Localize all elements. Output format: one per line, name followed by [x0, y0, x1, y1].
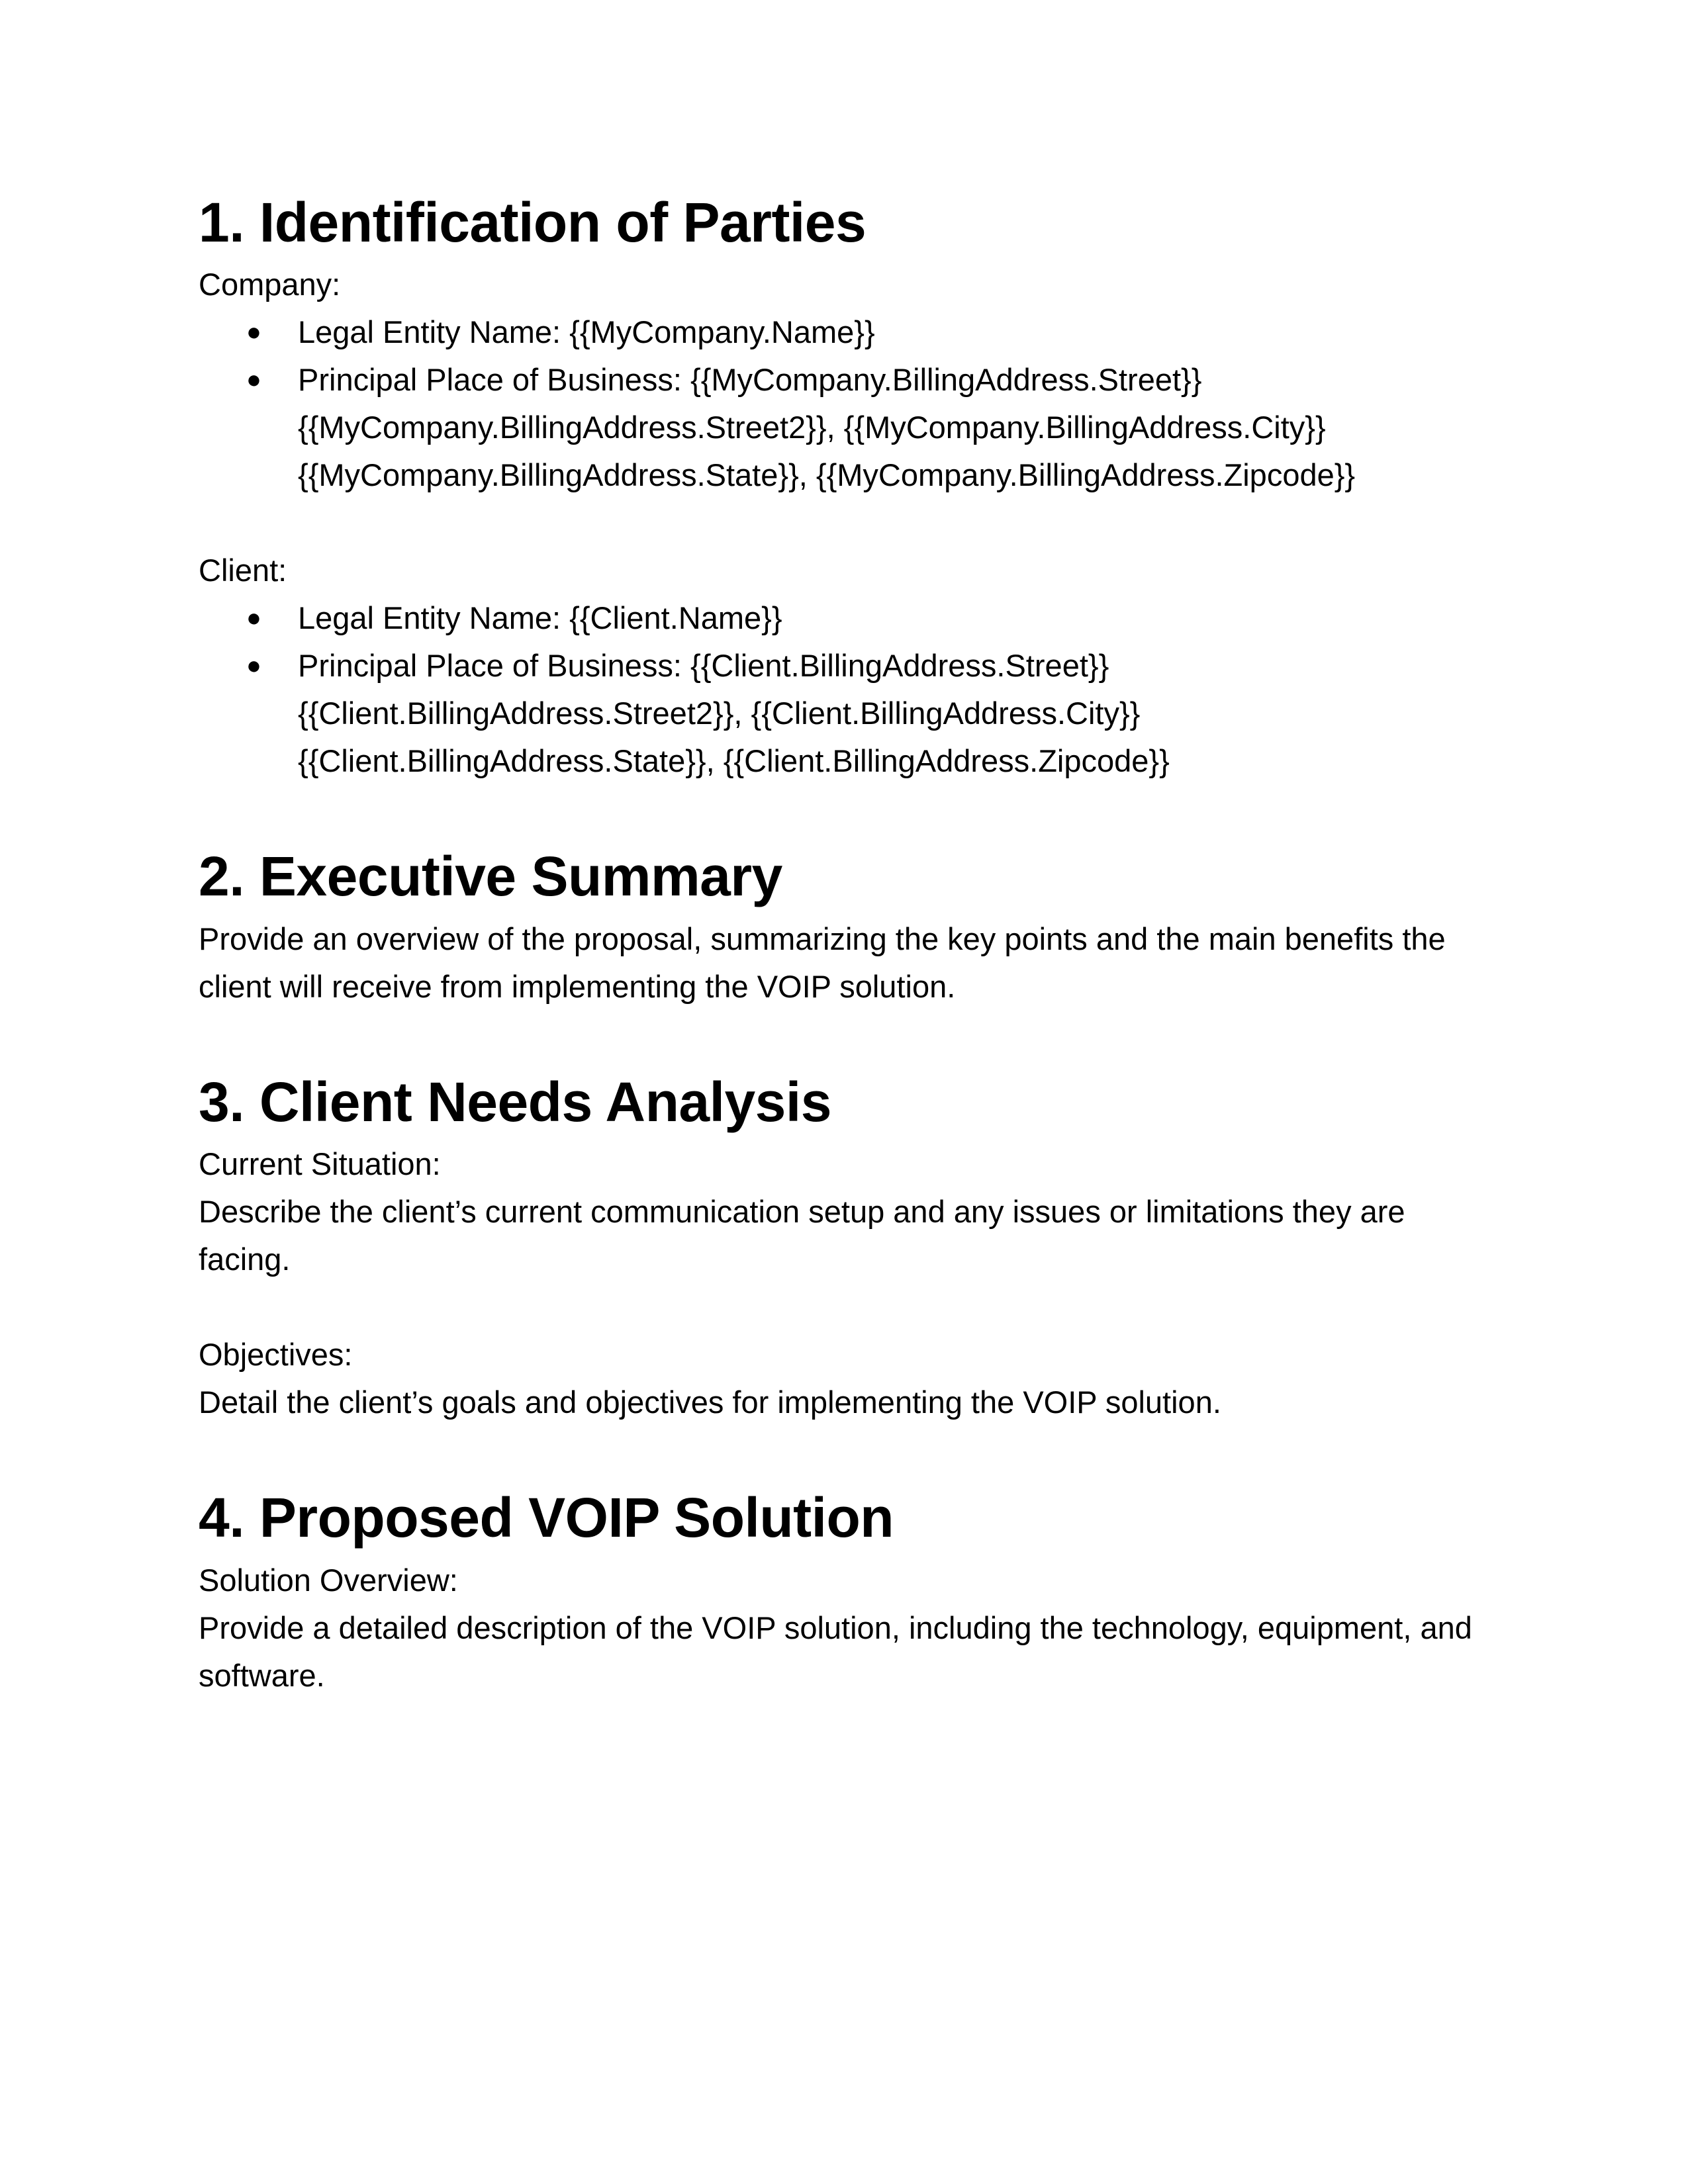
bullet-icon: ●: [246, 318, 261, 347]
list-item: ● Principal Place of Business: {{MyCompany.BillingAddress.Street}} {{MyCompany.BillingAddress.Street2}}, {{MyCompany.BillingAddress.City}} {{MyCompany.BillingAddress.State}}, {{MyCompany.BillingAddress.Zipcode}}: [298, 356, 1496, 499]
list-item: ● Principal Place of Business: {{Client.BillingAddress.Street}} {{Client.BillingAddress.Street2}}, {{Client.BillingAddress.City}} {{Client.BillingAddress.State}}, {{Client.BillingAddress.Zipcode}}: [298, 642, 1496, 785]
current-situation-body: Describe the client’s current communication setup and any issues or limitations they are facing.: [199, 1194, 1405, 1277]
objectives-label: Objectives:: [199, 1337, 353, 1373]
client-details-list: [199, 594, 1496, 785]
client-label: Client:: [199, 553, 287, 588]
objectives-body: Detail the client’s goals and objectives for implementing the VOIP solution.: [199, 1385, 1221, 1420]
bullet-icon: ●: [246, 652, 261, 680]
section-client-needs-analysis: [199, 1071, 1496, 1426]
solution-overview-label: Solution Overview:: [199, 1562, 458, 1598]
section-heading: 1. Identification of Parties: [199, 191, 867, 253]
current-situation-label: Current Situation:: [199, 1146, 441, 1182]
company-label: Company:: [199, 267, 341, 302]
bullet-icon: ●: [246, 604, 261, 633]
section-body: Provide an overview of the proposal, summarizing the key points and the main benefits the client will receive from implementing the VOIP solution.: [199, 921, 1446, 1004]
solution-overview-body: Provide a detailed description of the VOIP solution, including the technology, equipment, and software.: [199, 1610, 1472, 1693]
section-proposed-voip-solution: [199, 1487, 1496, 1699]
section-heading: 4. Proposed VOIP Solution: [199, 1486, 894, 1549]
list-item: ● Legal Entity Name: {{Client.Name}}: [298, 594, 1496, 642]
document-page: [199, 192, 1496, 1700]
section-heading: 3. Client Needs Analysis: [199, 1070, 831, 1133]
section-identification-of-parties: [199, 192, 1496, 785]
company-details-list: [199, 308, 1496, 499]
bullet-icon: ●: [246, 366, 261, 394]
list-item: ● Legal Entity Name: {{MyCompany.Name}}: [298, 308, 1496, 356]
section-executive-summary: [199, 846, 1496, 1010]
section-heading: 2. Executive Summary: [199, 845, 782, 908]
